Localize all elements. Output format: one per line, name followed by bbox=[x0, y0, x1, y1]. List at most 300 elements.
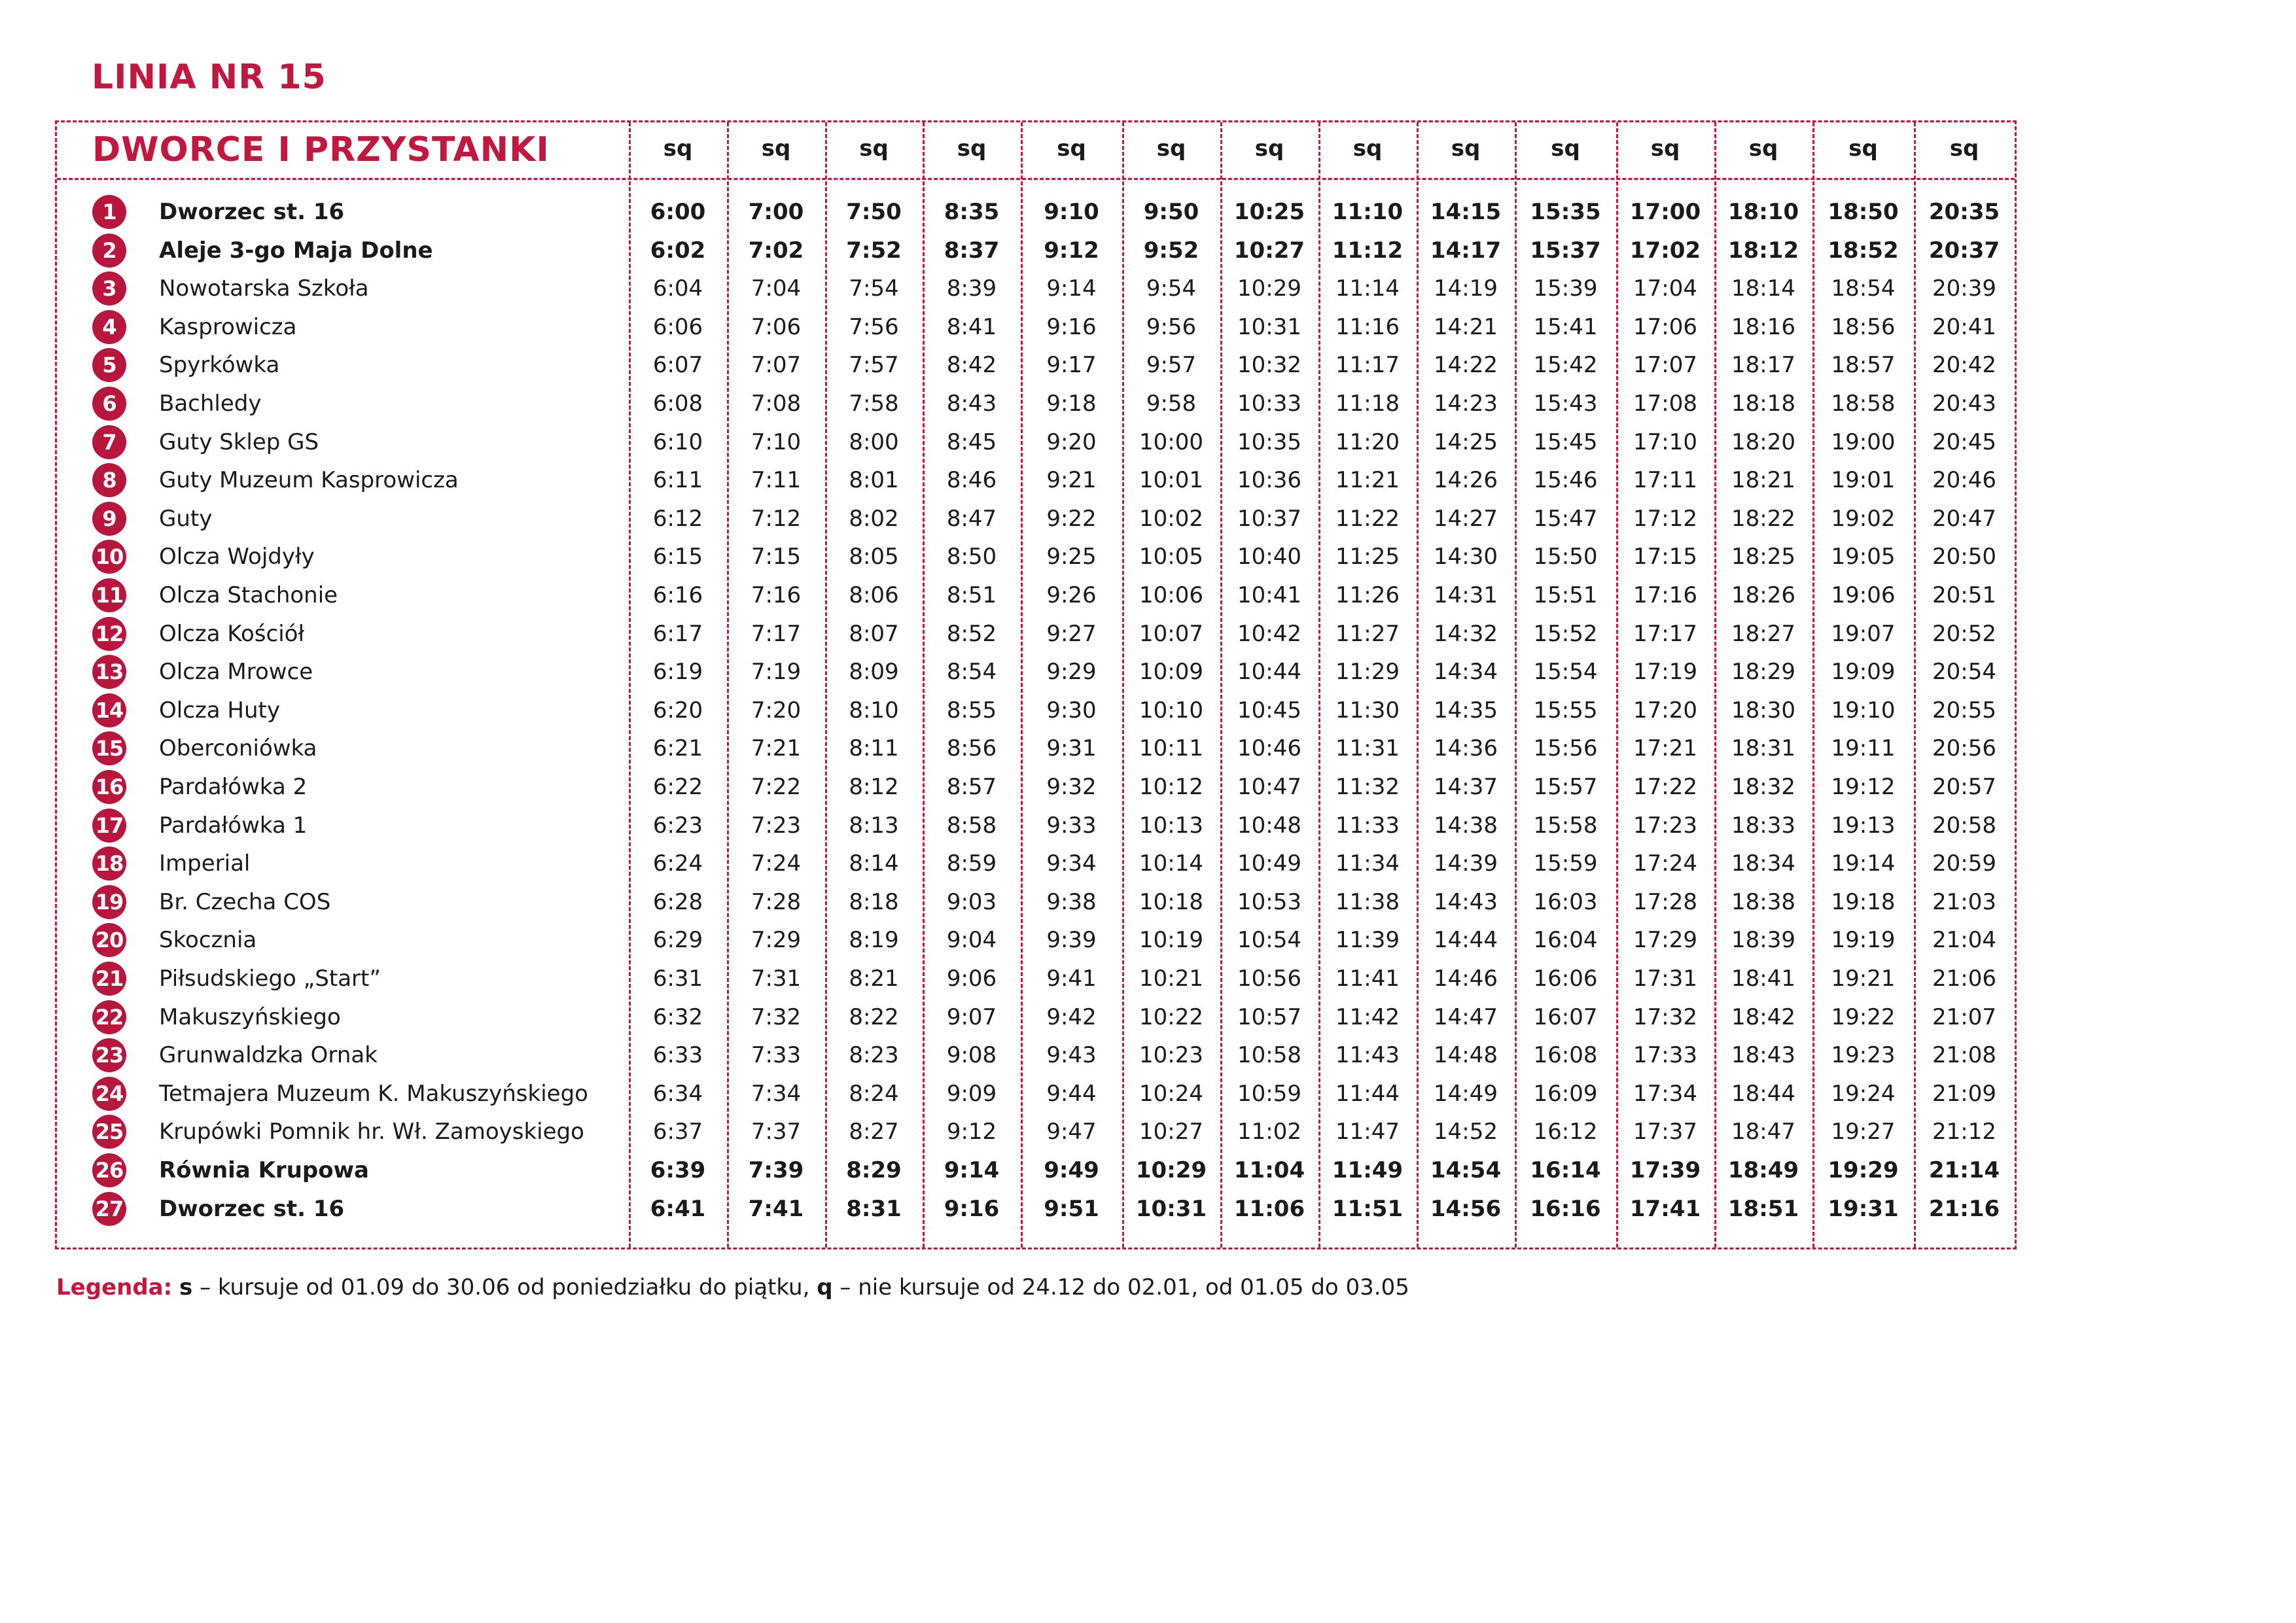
departure-time: 8:45 bbox=[946, 428, 997, 455]
table-row bbox=[57, 1190, 2015, 1228]
departure-time: 17:21 bbox=[1633, 735, 1697, 762]
stop-number-badge: 2 bbox=[92, 234, 126, 268]
legend bbox=[56, 1274, 1409, 1300]
departure-time: 8:52 bbox=[946, 620, 997, 647]
departure-time: 16:09 bbox=[1533, 1080, 1598, 1107]
legend-s-symbol: s bbox=[179, 1274, 193, 1300]
departure-time: 7:32 bbox=[751, 1003, 802, 1030]
departure-time: 9:56 bbox=[1146, 313, 1197, 340]
departure-time: 8:24 bbox=[849, 1080, 899, 1107]
departure-time: 10:31 bbox=[1135, 1195, 1207, 1222]
departure-time: 14:37 bbox=[1434, 774, 1498, 800]
departure-time: 14:21 bbox=[1434, 313, 1498, 340]
departure-time: 17:22 bbox=[1633, 774, 1697, 800]
departure-time: 18:21 bbox=[1731, 467, 1795, 494]
departure-time: 11:20 bbox=[1335, 428, 1400, 455]
departure-time: 14:34 bbox=[1434, 659, 1498, 686]
departure-time: 15:43 bbox=[1533, 391, 1598, 417]
departure-time: 10:36 bbox=[1237, 467, 1301, 494]
table-row bbox=[57, 691, 2015, 729]
departure-time: 18:33 bbox=[1731, 812, 1795, 839]
departure-time: 6:10 bbox=[652, 428, 703, 455]
departure-time: 6:19 bbox=[652, 659, 703, 686]
departure-time: 16:06 bbox=[1533, 966, 1598, 992]
course-header: sq bbox=[1451, 135, 1481, 162]
departure-time: 17:33 bbox=[1633, 1042, 1697, 1069]
stop-number-badge: 12 bbox=[92, 617, 126, 651]
departure-time: 9:41 bbox=[1046, 966, 1097, 992]
table-row bbox=[57, 270, 2015, 307]
departure-time: 14:27 bbox=[1434, 505, 1498, 532]
departure-time: 14:36 bbox=[1434, 735, 1498, 762]
departure-time: 20:39 bbox=[1932, 275, 1996, 302]
legend-q-symbol: q bbox=[817, 1274, 833, 1300]
departure-time: 9:33 bbox=[1046, 812, 1097, 839]
departure-time: 20:57 bbox=[1932, 774, 1996, 800]
departure-time: 21:09 bbox=[1932, 1080, 1996, 1107]
departure-time: 21:14 bbox=[1928, 1157, 2000, 1183]
stop-name: Bachledy bbox=[159, 391, 262, 417]
departure-time: 17:15 bbox=[1633, 544, 1697, 570]
departure-time: 14:47 bbox=[1434, 1003, 1498, 1030]
table-row bbox=[57, 1113, 2015, 1151]
stop-number-badge: 9 bbox=[92, 502, 126, 536]
departure-time: 11:43 bbox=[1335, 1042, 1400, 1069]
departure-time: 10:54 bbox=[1237, 927, 1301, 954]
departure-time: 6:23 bbox=[652, 812, 703, 839]
departure-time: 15:39 bbox=[1533, 275, 1598, 302]
departure-time: 20:58 bbox=[1932, 812, 1996, 839]
departure-time: 10:27 bbox=[1139, 1119, 1203, 1145]
departure-time: 7:20 bbox=[751, 697, 802, 724]
departure-time: 18:27 bbox=[1731, 620, 1795, 647]
departure-time: 15:52 bbox=[1533, 620, 1598, 647]
stop-number-badge: 26 bbox=[92, 1153, 126, 1187]
departure-time: 8:13 bbox=[849, 812, 899, 839]
course-header: sq bbox=[1254, 135, 1284, 162]
departure-time: 11:32 bbox=[1335, 774, 1400, 800]
departure-time: 11:30 bbox=[1335, 697, 1400, 724]
departure-time: 11:16 bbox=[1335, 313, 1400, 340]
departure-time: 14:19 bbox=[1434, 275, 1498, 302]
departure-time: 6:22 bbox=[652, 774, 703, 800]
departure-time: 9:14 bbox=[1046, 275, 1097, 302]
course-header: sq bbox=[1352, 135, 1383, 162]
departure-time: 8:31 bbox=[846, 1195, 902, 1222]
departure-time: 6:02 bbox=[650, 237, 706, 264]
departure-time: 10:13 bbox=[1139, 812, 1203, 839]
departure-time: 10:46 bbox=[1237, 735, 1301, 762]
departure-time: 10:53 bbox=[1237, 888, 1301, 915]
departure-time: 7:02 bbox=[748, 237, 804, 264]
timetable bbox=[55, 120, 2017, 1249]
departure-time: 19:00 bbox=[1831, 428, 1896, 455]
departure-time: 8:51 bbox=[946, 582, 997, 608]
departure-time: 20:41 bbox=[1932, 313, 1996, 340]
departure-time: 15:58 bbox=[1533, 812, 1598, 839]
departure-time: 7:37 bbox=[751, 1119, 802, 1145]
stop-name: Imperial bbox=[159, 850, 251, 877]
departure-time: 8:56 bbox=[946, 735, 997, 762]
table-row bbox=[57, 576, 2015, 614]
stop-number-badge: 20 bbox=[92, 923, 126, 957]
departure-time: 18:43 bbox=[1731, 1042, 1795, 1069]
departure-time: 9:44 bbox=[1046, 1080, 1097, 1107]
departure-time: 20:51 bbox=[1932, 582, 1996, 608]
departure-time: 17:02 bbox=[1629, 237, 1701, 264]
stop-name: Spyrkówka bbox=[159, 352, 280, 379]
departure-time: 16:04 bbox=[1533, 927, 1598, 954]
departure-time: 11:22 bbox=[1335, 505, 1400, 532]
departure-time: 11:14 bbox=[1335, 275, 1400, 302]
departure-time: 9:22 bbox=[1046, 505, 1097, 532]
departure-time: 10:12 bbox=[1139, 774, 1203, 800]
course-header: sq bbox=[1650, 135, 1680, 162]
departure-time: 6:41 bbox=[650, 1195, 706, 1222]
departure-time: 19:01 bbox=[1831, 467, 1896, 494]
departure-time: 8:21 bbox=[849, 966, 899, 992]
stop-number-badge: 22 bbox=[92, 1000, 126, 1034]
course-header: sq bbox=[761, 135, 791, 162]
stop-name: Dworzec st. 16 bbox=[159, 199, 345, 225]
table-row bbox=[57, 768, 2015, 806]
departure-time: 10:57 bbox=[1237, 1003, 1301, 1030]
table-row bbox=[57, 423, 2015, 461]
departure-time: 7:29 bbox=[751, 927, 802, 954]
stop-name: Oberconiówka bbox=[159, 735, 317, 762]
departure-time: 15:42 bbox=[1533, 352, 1598, 379]
stop-name: Piłsudskiego „Start” bbox=[159, 966, 381, 992]
table-row bbox=[57, 385, 2015, 423]
departure-time: 10:10 bbox=[1139, 697, 1203, 724]
departure-time: 9:07 bbox=[946, 1003, 997, 1030]
departure-time: 19:11 bbox=[1831, 735, 1896, 762]
departure-time: 10:11 bbox=[1139, 735, 1203, 762]
departure-time: 14:52 bbox=[1434, 1119, 1498, 1145]
stop-number-badge: 10 bbox=[92, 540, 126, 574]
departure-time: 10:33 bbox=[1237, 391, 1301, 417]
course-header: sq bbox=[1949, 135, 1979, 162]
departure-time: 18:32 bbox=[1731, 774, 1795, 800]
departure-time: 14:15 bbox=[1430, 199, 1502, 225]
table-row bbox=[57, 232, 2015, 270]
departure-time: 9:58 bbox=[1146, 391, 1197, 417]
departure-time: 7:31 bbox=[751, 966, 802, 992]
departure-time: 8:47 bbox=[946, 505, 997, 532]
departure-time: 10:58 bbox=[1237, 1042, 1301, 1069]
departure-time: 17:17 bbox=[1633, 620, 1697, 647]
departure-time: 17:11 bbox=[1633, 467, 1697, 494]
departure-time: 15:51 bbox=[1533, 582, 1598, 608]
departure-time: 7:57 bbox=[849, 352, 899, 379]
departure-time: 17:04 bbox=[1633, 275, 1697, 302]
departure-time: 9:12 bbox=[1044, 237, 1099, 264]
table-row bbox=[57, 921, 2015, 959]
departure-time: 19:23 bbox=[1831, 1042, 1896, 1069]
departure-time: 7:56 bbox=[849, 313, 899, 340]
departure-time: 14:23 bbox=[1434, 391, 1498, 417]
departure-time: 14:25 bbox=[1434, 428, 1498, 455]
departure-time: 7:12 bbox=[751, 505, 802, 532]
departure-time: 8:50 bbox=[946, 544, 997, 570]
departure-time: 7:24 bbox=[751, 850, 802, 877]
departure-time: 10:31 bbox=[1237, 313, 1301, 340]
departure-time: 6:21 bbox=[652, 735, 703, 762]
departure-time: 6:15 bbox=[652, 544, 703, 570]
departure-time: 9:06 bbox=[946, 966, 997, 992]
departure-time: 7:11 bbox=[751, 467, 802, 494]
departure-time: 16:14 bbox=[1530, 1157, 1601, 1183]
departure-time: 8:55 bbox=[946, 697, 997, 724]
departure-time: 8:37 bbox=[944, 237, 1000, 264]
departure-time: 15:50 bbox=[1533, 544, 1598, 570]
departure-time: 10:48 bbox=[1237, 812, 1301, 839]
departure-time: 8:02 bbox=[849, 505, 899, 532]
departure-time: 6:33 bbox=[652, 1042, 703, 1069]
departure-time: 7:23 bbox=[751, 812, 802, 839]
departure-time: 19:07 bbox=[1831, 620, 1896, 647]
departure-time: 21:12 bbox=[1932, 1119, 1996, 1145]
departure-time: 7:33 bbox=[751, 1042, 802, 1069]
departure-time: 19:27 bbox=[1831, 1119, 1896, 1145]
departure-time: 18:26 bbox=[1731, 582, 1795, 608]
departure-time: 11:39 bbox=[1335, 927, 1400, 954]
departure-time: 18:50 bbox=[1828, 199, 1899, 225]
departure-time: 17:16 bbox=[1633, 582, 1697, 608]
departure-time: 15:37 bbox=[1530, 237, 1601, 264]
stop-name: Pardałówka 2 bbox=[159, 774, 308, 800]
departure-time: 9:51 bbox=[1044, 1195, 1099, 1222]
departure-time: 10:29 bbox=[1135, 1157, 1207, 1183]
departure-time: 18:17 bbox=[1731, 352, 1795, 379]
departure-time: 9:47 bbox=[1046, 1119, 1097, 1145]
departure-time: 8:01 bbox=[849, 467, 899, 494]
departure-time: 10:41 bbox=[1237, 582, 1301, 608]
departure-time: 18:18 bbox=[1731, 391, 1795, 417]
stop-name: Nowotarska Szkoła bbox=[159, 275, 369, 302]
departure-time: 19:29 bbox=[1828, 1157, 1899, 1183]
stop-name: Guty bbox=[159, 505, 213, 532]
departure-time: 10:19 bbox=[1139, 927, 1203, 954]
stop-name: Skocznia bbox=[159, 927, 257, 954]
departure-time: 8:00 bbox=[849, 428, 899, 455]
departure-time: 7:50 bbox=[846, 199, 902, 225]
departure-time: 8:43 bbox=[946, 391, 997, 417]
table-row bbox=[57, 1075, 2015, 1113]
departure-time: 8:11 bbox=[849, 735, 899, 762]
departure-time: 10:25 bbox=[1233, 199, 1305, 225]
departure-time: 18:16 bbox=[1731, 313, 1795, 340]
departure-time: 20:42 bbox=[1932, 352, 1996, 379]
table-row bbox=[57, 461, 2015, 499]
departure-time: 17:34 bbox=[1633, 1080, 1697, 1107]
departure-time: 18:39 bbox=[1731, 927, 1795, 954]
stop-name: Olcza Kościół bbox=[159, 620, 305, 647]
stop-number-badge: 11 bbox=[92, 578, 126, 612]
table-row bbox=[57, 538, 2015, 576]
departure-time: 8:54 bbox=[946, 659, 997, 686]
departure-time: 18:49 bbox=[1727, 1157, 1799, 1183]
departure-time: 18:52 bbox=[1828, 237, 1899, 264]
departure-time: 11:06 bbox=[1233, 1195, 1305, 1222]
departure-time: 11:18 bbox=[1335, 391, 1400, 417]
stop-number-badge: 5 bbox=[92, 348, 126, 382]
departure-time: 9:30 bbox=[1046, 697, 1097, 724]
table-row bbox=[57, 1151, 2015, 1189]
departure-time: 10:37 bbox=[1237, 505, 1301, 532]
departure-time: 18:44 bbox=[1731, 1080, 1795, 1107]
course-header: sq bbox=[1551, 135, 1580, 162]
departure-time: 7:04 bbox=[751, 275, 802, 302]
stop-name: Guty Muzeum Kasprowicza bbox=[159, 467, 459, 494]
departure-time: 17:00 bbox=[1629, 199, 1701, 225]
departure-time: 19:31 bbox=[1828, 1195, 1899, 1222]
header-divider bbox=[57, 178, 2015, 180]
departure-time: 18:22 bbox=[1731, 505, 1795, 532]
departure-time: 10:07 bbox=[1139, 620, 1203, 647]
table-row bbox=[57, 845, 2015, 882]
departure-time: 21:04 bbox=[1932, 927, 1996, 954]
departure-time: 11:34 bbox=[1335, 850, 1400, 877]
table-row bbox=[57, 193, 2015, 231]
table-row bbox=[57, 960, 2015, 998]
stop-number-badge: 8 bbox=[92, 463, 126, 497]
departure-time: 6:04 bbox=[652, 275, 703, 302]
departure-time: 8:23 bbox=[849, 1042, 899, 1069]
departure-time: 9:16 bbox=[1046, 313, 1097, 340]
departure-time: 6:07 bbox=[652, 352, 703, 379]
departure-time: 6:16 bbox=[652, 582, 703, 608]
departure-time: 11:49 bbox=[1332, 1157, 1404, 1183]
departure-time: 18:20 bbox=[1731, 428, 1795, 455]
departure-time: 9:09 bbox=[946, 1080, 997, 1107]
departure-time: 7:21 bbox=[751, 735, 802, 762]
departure-time: 7:16 bbox=[751, 582, 802, 608]
departure-time: 15:54 bbox=[1533, 659, 1598, 686]
departure-time: 10:32 bbox=[1237, 352, 1301, 379]
table-row bbox=[57, 729, 2015, 767]
stop-number-badge: 1 bbox=[92, 195, 126, 229]
departure-time: 18:10 bbox=[1727, 199, 1799, 225]
departure-time: 18:29 bbox=[1731, 659, 1795, 686]
departure-time: 8:57 bbox=[946, 774, 997, 800]
stop-number-badge: 17 bbox=[92, 809, 126, 843]
departure-time: 19:10 bbox=[1831, 697, 1896, 724]
stop-name: Makuszyńskiego bbox=[159, 1003, 341, 1030]
departure-time: 10:35 bbox=[1237, 428, 1301, 455]
stop-number-badge: 15 bbox=[92, 731, 126, 765]
stop-name: Grunwaldzka Ornak bbox=[159, 1042, 378, 1069]
page-title: LINIA NR 15 bbox=[92, 58, 327, 97]
departure-time: 6:20 bbox=[652, 697, 703, 724]
departure-time: 20:47 bbox=[1932, 505, 1996, 532]
departure-time: 7:28 bbox=[751, 888, 802, 915]
departure-time: 18:31 bbox=[1731, 735, 1795, 762]
departure-time: 11:10 bbox=[1332, 199, 1404, 225]
departure-time: 7:19 bbox=[751, 659, 802, 686]
departure-time: 17:12 bbox=[1633, 505, 1697, 532]
departure-time: 21:08 bbox=[1932, 1042, 1996, 1069]
departure-time: 9:03 bbox=[946, 888, 997, 915]
departure-time: 8:58 bbox=[946, 812, 997, 839]
departure-time: 8:07 bbox=[849, 620, 899, 647]
departure-time: 7:34 bbox=[751, 1080, 802, 1107]
departure-time: 15:47 bbox=[1533, 505, 1598, 532]
departure-time: 7:52 bbox=[846, 237, 902, 264]
departure-time: 9:20 bbox=[1046, 428, 1097, 455]
departure-time: 11:21 bbox=[1335, 467, 1400, 494]
departure-time: 14:39 bbox=[1434, 850, 1498, 877]
departure-time: 10:09 bbox=[1139, 659, 1203, 686]
departure-time: 10:22 bbox=[1139, 1003, 1203, 1030]
departure-time: 7:41 bbox=[748, 1195, 804, 1222]
departure-time: 14:48 bbox=[1434, 1042, 1498, 1069]
departure-time: 10:27 bbox=[1233, 237, 1305, 264]
departure-time: 10:47 bbox=[1237, 774, 1301, 800]
departure-time: 20:54 bbox=[1932, 659, 1996, 686]
departure-time: 7:39 bbox=[748, 1157, 804, 1183]
departure-time: 20:37 bbox=[1928, 237, 2000, 264]
departure-time: 19:14 bbox=[1831, 850, 1896, 877]
departure-time: 6:00 bbox=[650, 199, 706, 225]
departure-time: 14:46 bbox=[1434, 966, 1498, 992]
departure-time: 15:45 bbox=[1533, 428, 1598, 455]
departure-time: 14:31 bbox=[1434, 582, 1498, 608]
departure-time: 10:01 bbox=[1139, 467, 1203, 494]
departure-time: 17:31 bbox=[1633, 966, 1697, 992]
departure-time: 20:35 bbox=[1928, 199, 2000, 225]
departure-time: 19:06 bbox=[1831, 582, 1896, 608]
departure-time: 16:03 bbox=[1533, 888, 1598, 915]
departure-time: 9:10 bbox=[1044, 199, 1099, 225]
departure-time: 7:08 bbox=[751, 391, 802, 417]
departure-time: 20:56 bbox=[1932, 735, 1996, 762]
departure-time: 9:04 bbox=[946, 927, 997, 954]
departure-time: 8:39 bbox=[946, 275, 997, 302]
course-header: sq bbox=[1748, 135, 1778, 162]
legend-s-text: – kursuje od 01.09 do 30.06 od poniedziałku do piątku, bbox=[192, 1274, 817, 1300]
stop-name: Dworzec st. 16 bbox=[159, 1195, 345, 1222]
departure-time: 8:10 bbox=[849, 697, 899, 724]
departure-time: 7:17 bbox=[751, 620, 802, 647]
departure-time: 7:10 bbox=[751, 428, 802, 455]
departure-time: 16:16 bbox=[1530, 1195, 1601, 1222]
stop-name: Kasprowicza bbox=[159, 313, 297, 340]
departure-time: 11:12 bbox=[1332, 237, 1404, 264]
departure-time: 17:24 bbox=[1633, 850, 1697, 877]
departure-time: 20:52 bbox=[1932, 620, 1996, 647]
stop-name: Krupówki Pomnik hr. Wł. Zamoyskiego bbox=[159, 1119, 584, 1145]
departure-time: 10:56 bbox=[1237, 966, 1301, 992]
table-row bbox=[57, 807, 2015, 845]
departure-time: 11:02 bbox=[1237, 1119, 1301, 1145]
departure-time: 8:19 bbox=[849, 927, 899, 954]
departure-time: 8:14 bbox=[849, 850, 899, 877]
departure-time: 7:00 bbox=[748, 199, 804, 225]
departure-time: 14:54 bbox=[1430, 1157, 1502, 1183]
departure-time: 9:21 bbox=[1046, 467, 1097, 494]
departure-time: 9:50 bbox=[1143, 199, 1199, 225]
departure-time: 8:18 bbox=[849, 888, 899, 915]
departure-time: 17:20 bbox=[1633, 697, 1697, 724]
departure-time: 9:32 bbox=[1046, 774, 1097, 800]
table-row bbox=[57, 346, 2015, 384]
departure-time: 9:52 bbox=[1143, 237, 1199, 264]
departure-time: 7:54 bbox=[849, 275, 899, 302]
departure-time: 10:49 bbox=[1237, 850, 1301, 877]
departure-time: 20:45 bbox=[1932, 428, 1996, 455]
departure-time: 18:58 bbox=[1831, 391, 1896, 417]
